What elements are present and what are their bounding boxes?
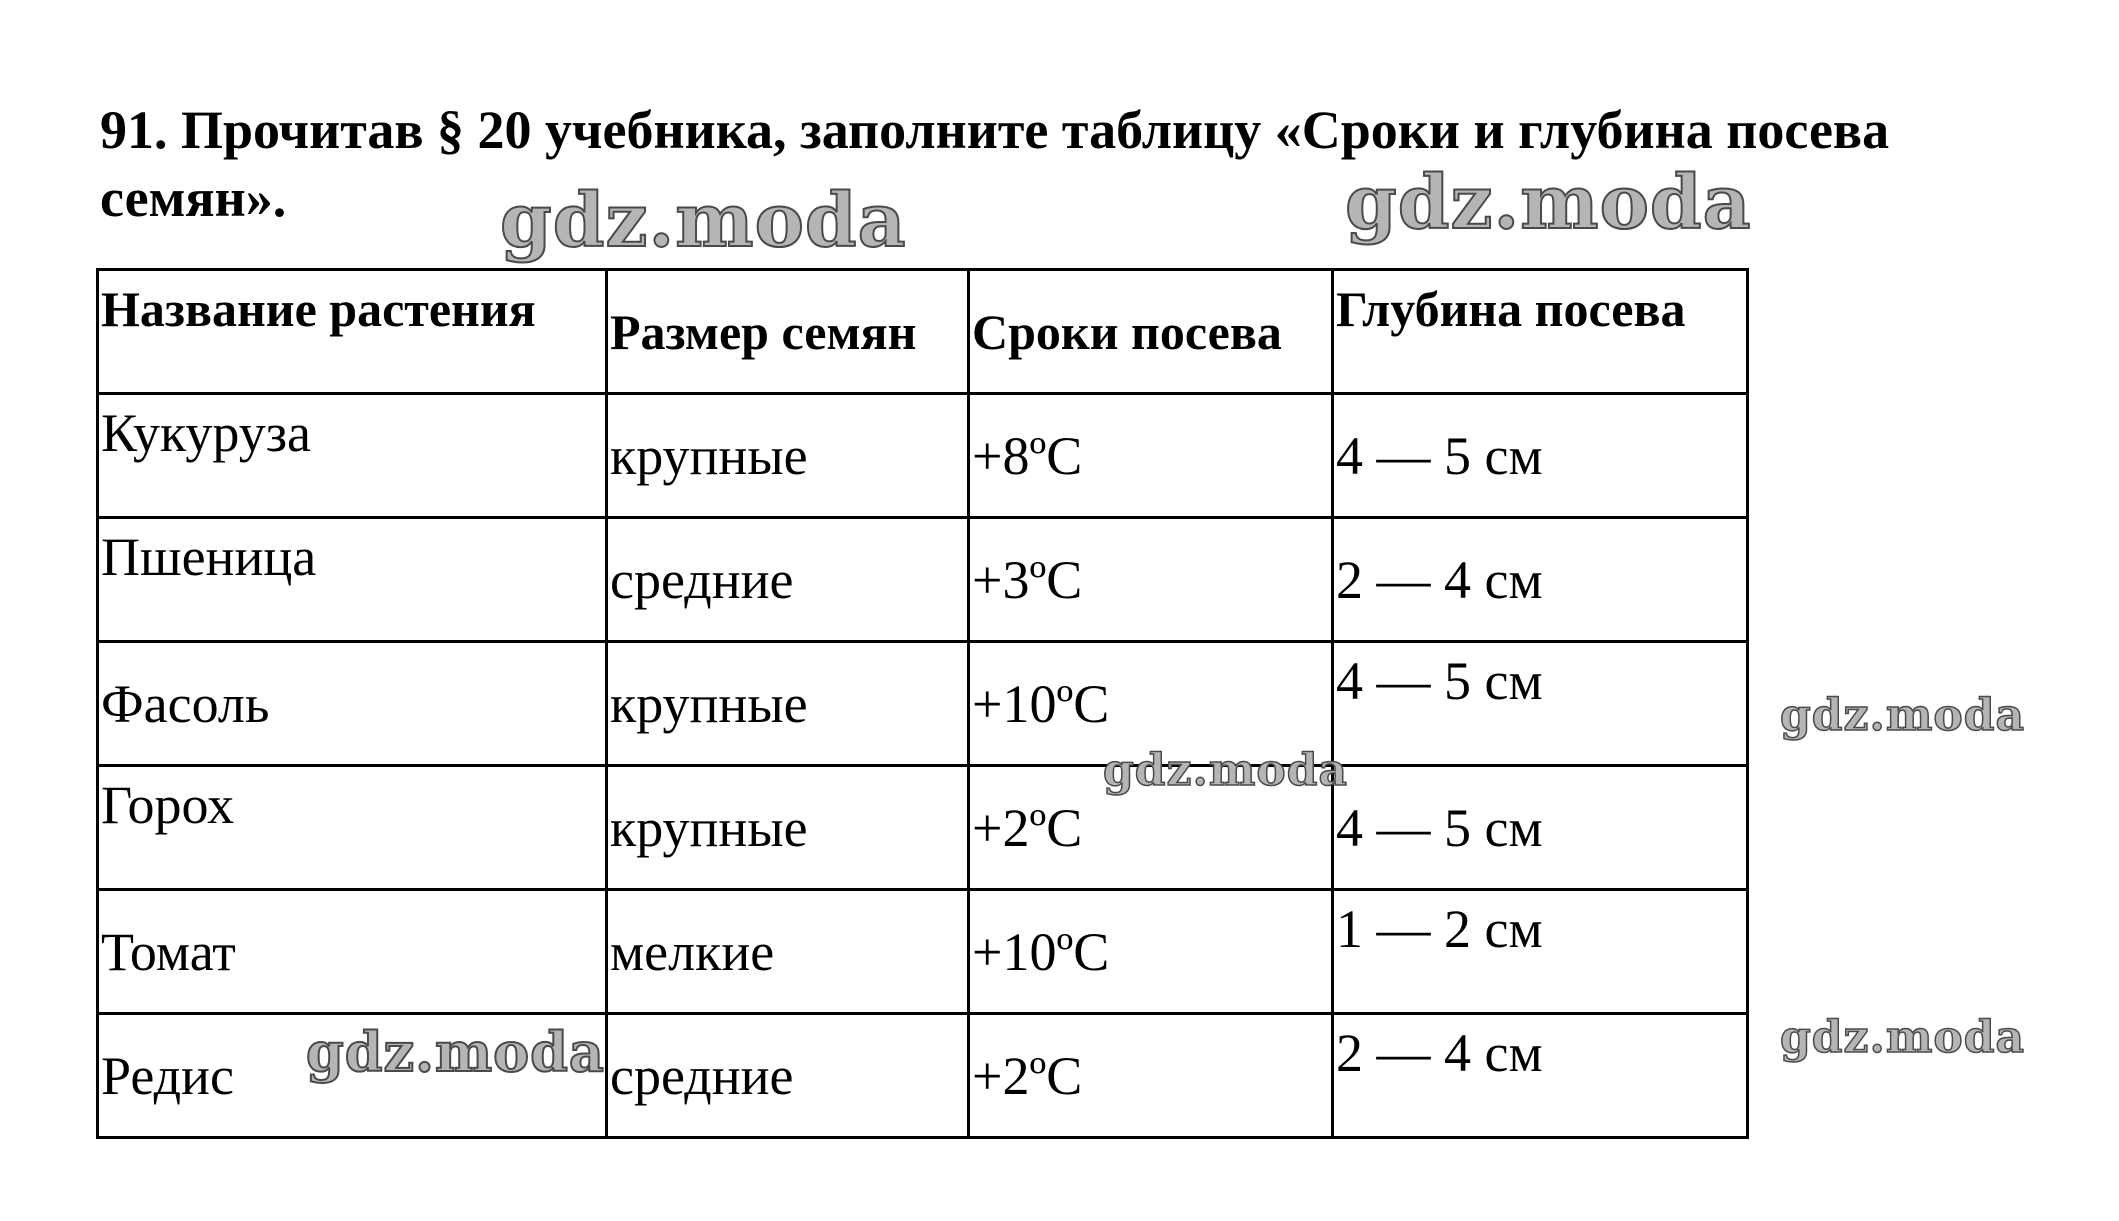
- cell-plant: Фасоль: [98, 642, 607, 766]
- watermark-logo: gdz.moda: [306, 1020, 605, 1084]
- header-plant-name: Название растения: [98, 270, 607, 394]
- watermark-logo: gdz.moda: [1103, 745, 1349, 796]
- table-row: [98, 642, 1748, 766]
- cell-time: +2ºС: [969, 766, 1333, 890]
- cell-plant: Редис: [98, 1014, 607, 1138]
- cell-depth: 4 — 5 см: [1333, 394, 1748, 518]
- watermark-logo: gdz.moda: [1780, 690, 2026, 741]
- header-seed-size: Размер семян: [607, 270, 969, 394]
- watermark-logo: gdz.moda: [500, 178, 907, 264]
- cell-size: средние: [607, 1014, 969, 1138]
- cell-time: +10ºС: [969, 890, 1333, 1014]
- cell-time: +3ºС: [969, 518, 1333, 642]
- cell-size: мелкие: [607, 890, 969, 1014]
- task-text: 91. Прочитав § 20 учебника, заполните таблицу «Сроки и глубина посева семян».: [100, 100, 1890, 228]
- watermark-logo: gdz.moda: [1345, 160, 1752, 246]
- table-row: [98, 1014, 1748, 1138]
- cell-plant: Пшеница: [98, 518, 607, 642]
- cell-time: +2ºС: [969, 1014, 1333, 1138]
- header-sowing-depth: Глубина посева: [1333, 270, 1748, 394]
- cell-depth: 4 — 5 см: [1333, 642, 1748, 766]
- table-row: [98, 890, 1748, 1014]
- cell-size: крупные: [607, 766, 969, 890]
- header-sowing-time: Сроки посева: [969, 270, 1333, 394]
- cell-time: +10ºС: [969, 642, 1333, 766]
- cell-size: средние: [607, 518, 969, 642]
- cell-size: крупные: [607, 394, 969, 518]
- watermark-logo: gdz.moda: [1780, 1012, 2026, 1063]
- table-row: [98, 394, 1748, 518]
- cell-plant: Кукуруза: [98, 394, 607, 518]
- cell-size: крупные: [607, 642, 969, 766]
- cell-plant: Горох: [98, 766, 607, 890]
- cell-depth: 4 — 5 см: [1333, 766, 1748, 890]
- cell-depth: 2 — 4 см: [1333, 1014, 1748, 1138]
- cell-time: +8ºС: [969, 394, 1333, 518]
- cell-depth: 1 — 2 см: [1333, 890, 1748, 1014]
- cell-depth: 2 — 4 см: [1333, 518, 1748, 642]
- table-header-row: [98, 270, 1748, 394]
- sowing-table: [96, 268, 1749, 1139]
- table-row: [98, 766, 1748, 890]
- cell-plant: Томат: [98, 890, 607, 1014]
- table-row: [98, 518, 1748, 642]
